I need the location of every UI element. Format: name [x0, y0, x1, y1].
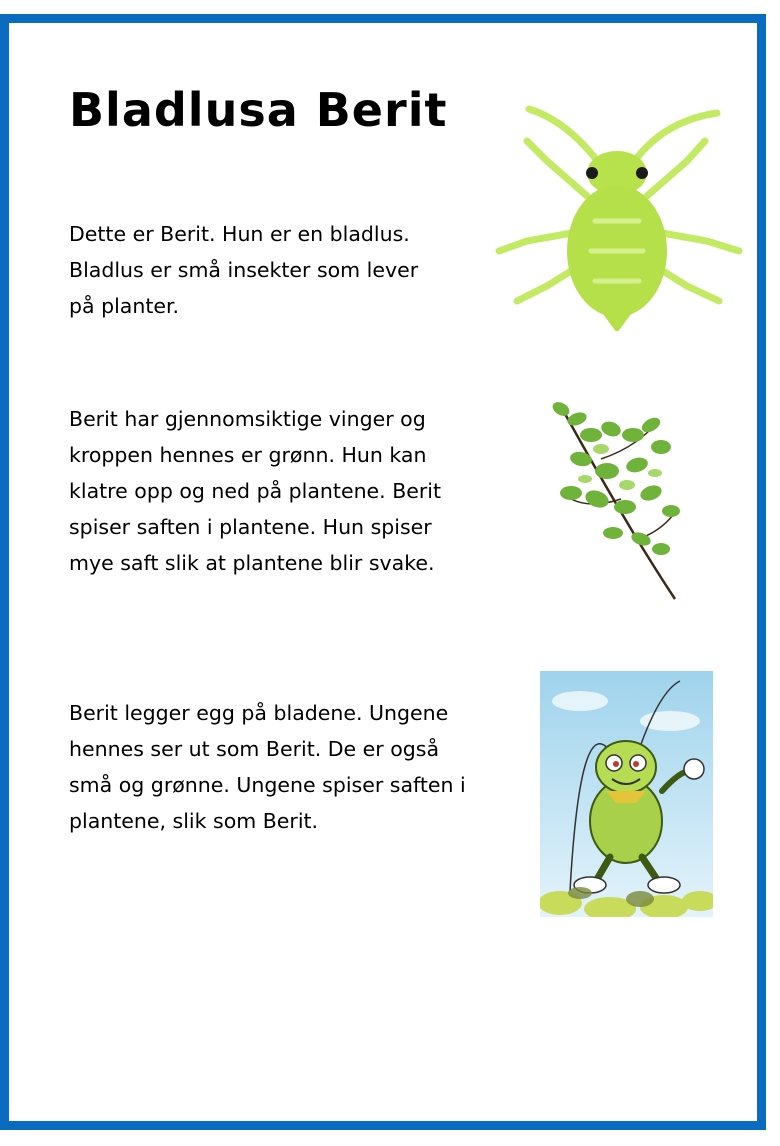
- cartoon-aphid-character: [540, 671, 713, 917]
- paragraph-offspring: Berit legger egg på bladene. Ungene hennes ser ut som Berit. De er også små og grønne. Ungene spiser saften i plantene, slik som Berit.: [69, 701, 466, 833]
- paragraph-intro: Dette er Berit. Hun er en bladlus. Bladlus er små insekter som lever på planter.: [69, 222, 419, 318]
- page-title: Bladlusa Berit: [69, 83, 448, 137]
- page-frame: [0, 14, 766, 1130]
- paragraph-body: Berit har gjennomsiktige vinger og kroppen hennes er grønn. Hun kan klatre opp og ned på plantene. Berit spiser saften i plantene. Hun spiser mye saft slik at plantene blir svake.: [69, 407, 442, 575]
- aphid-illustration: [487, 101, 747, 331]
- leafy-branch-illustration: [541, 389, 685, 603]
